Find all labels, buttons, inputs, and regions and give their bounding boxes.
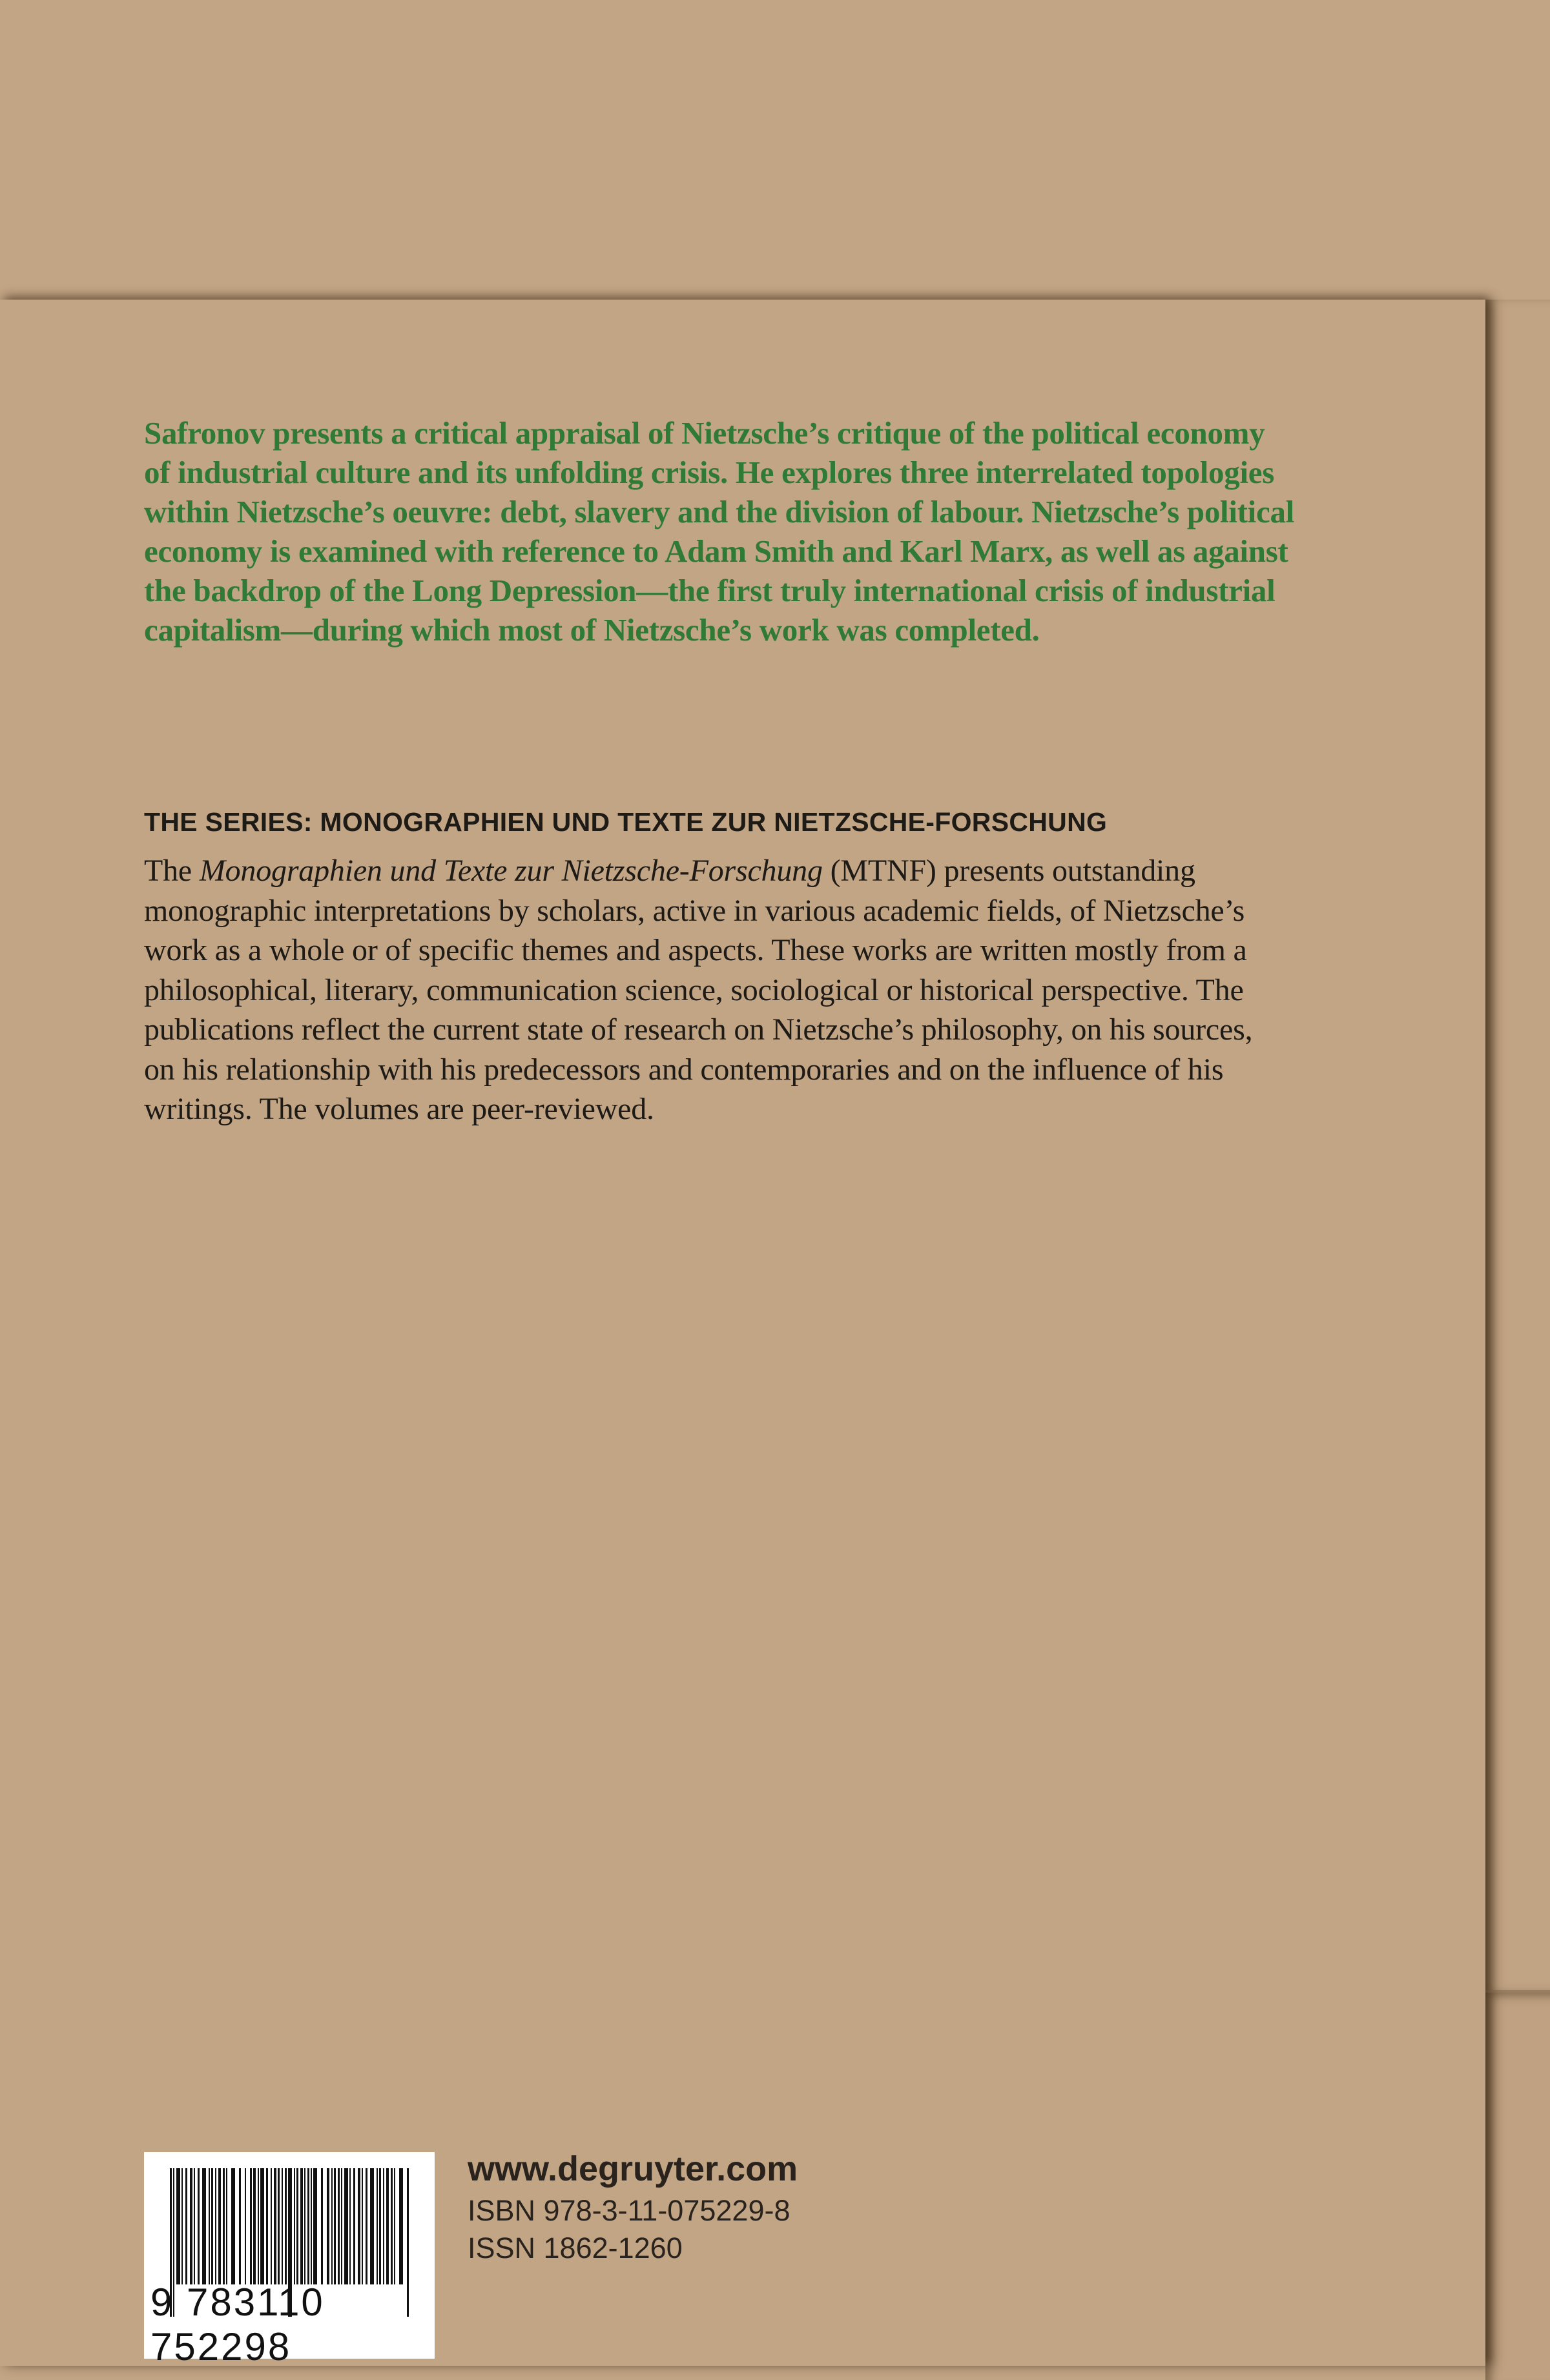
barcode-bar xyxy=(253,2168,256,2284)
barcode-bar xyxy=(327,2168,329,2284)
stacked-book-edge-top xyxy=(1485,300,1550,1990)
barcode-bar xyxy=(223,2168,225,2284)
barcode-bar xyxy=(202,2168,206,2284)
series-line: philosophical, literary, communication science, sociological or historical perspective. The xyxy=(144,972,1244,1007)
barcode-bar xyxy=(321,2168,323,2284)
barcode-bar xyxy=(362,2168,363,2284)
blurb-line: within Nietzsche’s oeuvre: debt, slavery and the division of labour. Nietzsche’s political xyxy=(144,494,1294,529)
barcode-bar xyxy=(349,2168,351,2284)
barcode-bar xyxy=(198,2168,200,2284)
series-line: monographic interpretations by scholars, active in various academic fields, of Nietzsche’s xyxy=(144,893,1245,928)
barcode-bar xyxy=(185,2168,187,2284)
series-line xyxy=(144,851,1403,891)
barcode-bar xyxy=(211,2168,213,2284)
publisher-url: www.degruyter.com xyxy=(468,2149,798,2188)
barcode-bar xyxy=(331,2168,333,2284)
barcode-bar xyxy=(271,2168,272,2284)
barcode-bar xyxy=(239,2168,241,2284)
barcode-bar xyxy=(311,2168,312,2284)
barcode-bars xyxy=(170,2168,415,2297)
barcode-bar xyxy=(344,2168,348,2284)
barcode-bar xyxy=(231,2168,235,2284)
blurb-line: the backdrop of the Long Depression—the first truly international crisis of industrial xyxy=(144,573,1276,608)
barcode-bar xyxy=(285,2168,287,2284)
barcode-bar xyxy=(181,2168,183,2284)
barcode-bar xyxy=(266,2168,268,2284)
book-blurb xyxy=(144,413,1403,650)
barcode-bar xyxy=(307,2168,309,2284)
barcode-bar xyxy=(370,2168,374,2284)
barcode-bar xyxy=(209,2168,210,2284)
barcode-bar xyxy=(366,2168,367,2284)
barcode-bar xyxy=(176,2168,180,2284)
barcode-bar xyxy=(226,2168,227,2284)
series-line: on his relationship with his predecessors and contemporaries and on the influence of his xyxy=(144,1052,1224,1087)
barcode-bar xyxy=(245,2168,246,2284)
barcode-bar xyxy=(294,2168,295,2284)
barcode-bar xyxy=(282,2168,283,2284)
barcode-bar xyxy=(341,2168,342,2284)
series-line: publications reflect the current state of research on Nietzsche’s philosophy, on his sources, xyxy=(144,1012,1253,1047)
blurb-line: economy is examined with reference to Adam Smith and Karl Marx, as well as against xyxy=(144,533,1288,569)
barcode-bar xyxy=(218,2168,221,2284)
series-title-italic: Monographien und Texte zur Nietzsche-Forschung xyxy=(199,854,823,888)
series-heading: THE SERIES: MONOGRAPHIEN UND TEXTE ZUR NIETZSCHE-FORSCHUNG xyxy=(144,807,1108,837)
series-line: writings. The volumes are peer-reviewed. xyxy=(144,1092,654,1126)
blurb-line: capitalism—during which most of Nietzsche’s work was completed. xyxy=(144,612,1040,648)
barcode-bar xyxy=(394,2168,395,2284)
barcode-bar xyxy=(215,2168,216,2284)
barcode-bar xyxy=(399,2168,403,2284)
series-line-post: (MTNF) presents outstanding xyxy=(822,854,1195,888)
barcode-bar xyxy=(278,2168,280,2284)
stacked-book-edge-bottom xyxy=(1485,1990,1550,2380)
barcode-bar xyxy=(377,2168,378,2284)
series-line: work as a whole or of specific themes and aspects. These works are written mostly from a xyxy=(144,933,1247,967)
barcode-bar xyxy=(250,2168,252,2284)
barcode-bar xyxy=(353,2168,355,2284)
barcode-bar xyxy=(313,2168,317,2284)
barcode-bar xyxy=(386,2168,389,2284)
blurb-line: of industrial culture and its unfolding crisis. He explores three interrelated topologies xyxy=(144,455,1274,490)
series-description xyxy=(144,851,1403,1129)
series-line-pre: The xyxy=(144,854,200,888)
barcode-digits: 9 783110 752298 xyxy=(150,2281,325,2368)
blurb-line: Safronov presents a critical appraisal of Nietzsche’s critique of the political economy xyxy=(144,415,1265,451)
barcode-bar xyxy=(194,2168,195,2284)
barcode-bar xyxy=(260,2168,264,2284)
barcode-bar xyxy=(274,2168,276,2284)
barcode-bar xyxy=(190,2168,192,2284)
isbn: ISBN 978-3-11-075229-8 xyxy=(468,2194,790,2227)
barcode-bar xyxy=(304,2168,305,2284)
barcode-bar xyxy=(338,2168,340,2284)
barcode-bar xyxy=(300,2168,303,2284)
barcode xyxy=(144,2152,435,2368)
barcode-bar xyxy=(296,2168,298,2284)
issn: ISSN 1862-1260 xyxy=(468,2231,683,2264)
barcode-bar xyxy=(379,2168,381,2284)
barcode-bar xyxy=(383,2168,384,2284)
barcode-bar xyxy=(358,2168,360,2284)
barcode-bar xyxy=(391,2168,393,2284)
barcode-bar xyxy=(334,2168,336,2284)
barcode-bar xyxy=(258,2168,259,2284)
